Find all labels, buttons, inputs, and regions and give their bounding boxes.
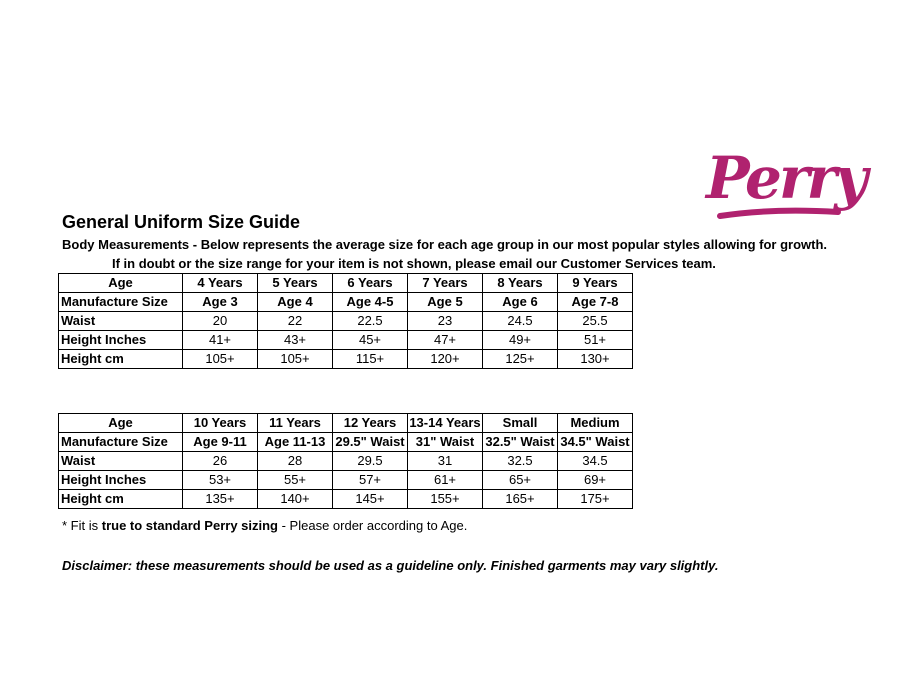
table-cell: 51+ — [558, 331, 633, 350]
table-cell: 11 Years — [258, 414, 333, 433]
fit-footnote — [62, 518, 467, 533]
table-cell: 13-14 Years — [408, 414, 483, 433]
table-cell: 125+ — [483, 350, 558, 369]
table-cell: 47+ — [408, 331, 483, 350]
table-cell: Age 5 — [408, 293, 483, 312]
table-cell: 28 — [258, 452, 333, 471]
table-cell: 34.5" Waist — [558, 433, 633, 452]
row-label: Height cm — [59, 490, 183, 509]
table-cell: 45+ — [333, 331, 408, 350]
table-cell: Medium — [558, 414, 633, 433]
table-cell: 65+ — [483, 471, 558, 490]
size-table-older — [58, 413, 633, 509]
table-cell: 7 Years — [408, 274, 483, 293]
page-title: General Uniform Size Guide — [62, 212, 301, 232]
table-cell: 25.5 — [558, 312, 633, 331]
table-cell: 140+ — [258, 490, 333, 509]
table-cell: 53+ — [183, 471, 258, 490]
table-cell: Age 6 — [483, 293, 558, 312]
table-cell: 105+ — [258, 350, 333, 369]
table-cell: Small — [483, 414, 558, 433]
table-cell: 29.5" Waist — [333, 433, 408, 452]
row-label: Height Inches — [59, 331, 183, 350]
table-cell: 105+ — [183, 350, 258, 369]
perry-logo — [702, 128, 865, 224]
table-cell: 155+ — [408, 490, 483, 509]
row-label: Waist — [59, 312, 183, 331]
table-cell: Age 3 — [183, 293, 258, 312]
table-cell: Age 11-13 — [258, 433, 333, 452]
footnote-prefix: * Fit is — [62, 518, 102, 533]
table-cell: 135+ — [183, 490, 258, 509]
table-row — [59, 452, 633, 471]
table-cell: 32.5" Waist — [483, 433, 558, 452]
table-cell: 32.5 — [483, 452, 558, 471]
table-cell: 6 Years — [333, 274, 408, 293]
table-row — [59, 414, 633, 433]
footnote-suffix: - Please order according to Age. — [278, 518, 468, 533]
row-label: Manufacture Size — [59, 293, 183, 312]
table-cell: 43+ — [258, 331, 333, 350]
row-label: Waist — [59, 452, 183, 471]
table-cell: 120+ — [408, 350, 483, 369]
footnote-bold: true to standard Perry sizing — [101, 518, 278, 533]
table-cell: 69+ — [558, 471, 633, 490]
table-cell: 20 — [183, 312, 258, 331]
table-cell: 61+ — [408, 471, 483, 490]
table-cell: 49+ — [483, 331, 558, 350]
row-label: Age — [59, 274, 183, 293]
table-row — [59, 350, 633, 369]
table-row — [59, 490, 633, 509]
table-cell: 31 — [408, 452, 483, 471]
table-cell: 130+ — [558, 350, 633, 369]
svg-text:Perry: Perry — [706, 144, 865, 212]
table-cell: 23 — [408, 312, 483, 331]
table-cell: 34.5 — [558, 452, 633, 471]
table-cell: Age 9-11 — [183, 433, 258, 452]
row-label: Manufacture Size — [59, 433, 183, 452]
table-cell: Age 7-8 — [558, 293, 633, 312]
table-cell: 165+ — [483, 490, 558, 509]
table-cell: 5 Years — [258, 274, 333, 293]
row-label: Height Inches — [59, 471, 183, 490]
table-cell: 9 Years — [558, 274, 633, 293]
table-cell: Age 4-5 — [333, 293, 408, 312]
intro-text-line-2: If in doubt or the size range for your item is not shown, please email our Customer Services team. — [112, 256, 716, 271]
table-cell: 26 — [183, 452, 258, 471]
row-label: Age — [59, 414, 183, 433]
table-cell: 175+ — [558, 490, 633, 509]
table-cell: 41+ — [183, 331, 258, 350]
table-row — [59, 274, 633, 293]
table-cell: 31" Waist — [408, 433, 483, 452]
table-row — [59, 312, 633, 331]
table-cell: 57+ — [333, 471, 408, 490]
size-table-younger — [58, 273, 633, 369]
table-row — [59, 471, 633, 490]
table-cell: 10 Years — [183, 414, 258, 433]
table-row — [59, 293, 633, 312]
table-cell: Age 4 — [258, 293, 333, 312]
table-cell: 22 — [258, 312, 333, 331]
table-cell: 4 Years — [183, 274, 258, 293]
disclaimer: Disclaimer: these measurements should be used as a guideline only. Finished garments may vary slightly. — [62, 558, 719, 573]
table-cell: 29.5 — [333, 452, 408, 471]
table-cell: 24.5 — [483, 312, 558, 331]
table-cell: 55+ — [258, 471, 333, 490]
table-cell: 12 Years — [333, 414, 408, 433]
row-label: Height cm — [59, 350, 183, 369]
table-cell: 115+ — [333, 350, 408, 369]
table-row — [59, 433, 633, 452]
intro-text-line-1: Body Measurements - Below represents the average size for each age group in our most popular styles allowing for growth. — [62, 237, 828, 252]
table-cell: 22.5 — [333, 312, 408, 331]
table-row — [59, 331, 633, 350]
table-cell: 145+ — [333, 490, 408, 509]
table-cell: 8 Years — [483, 274, 558, 293]
